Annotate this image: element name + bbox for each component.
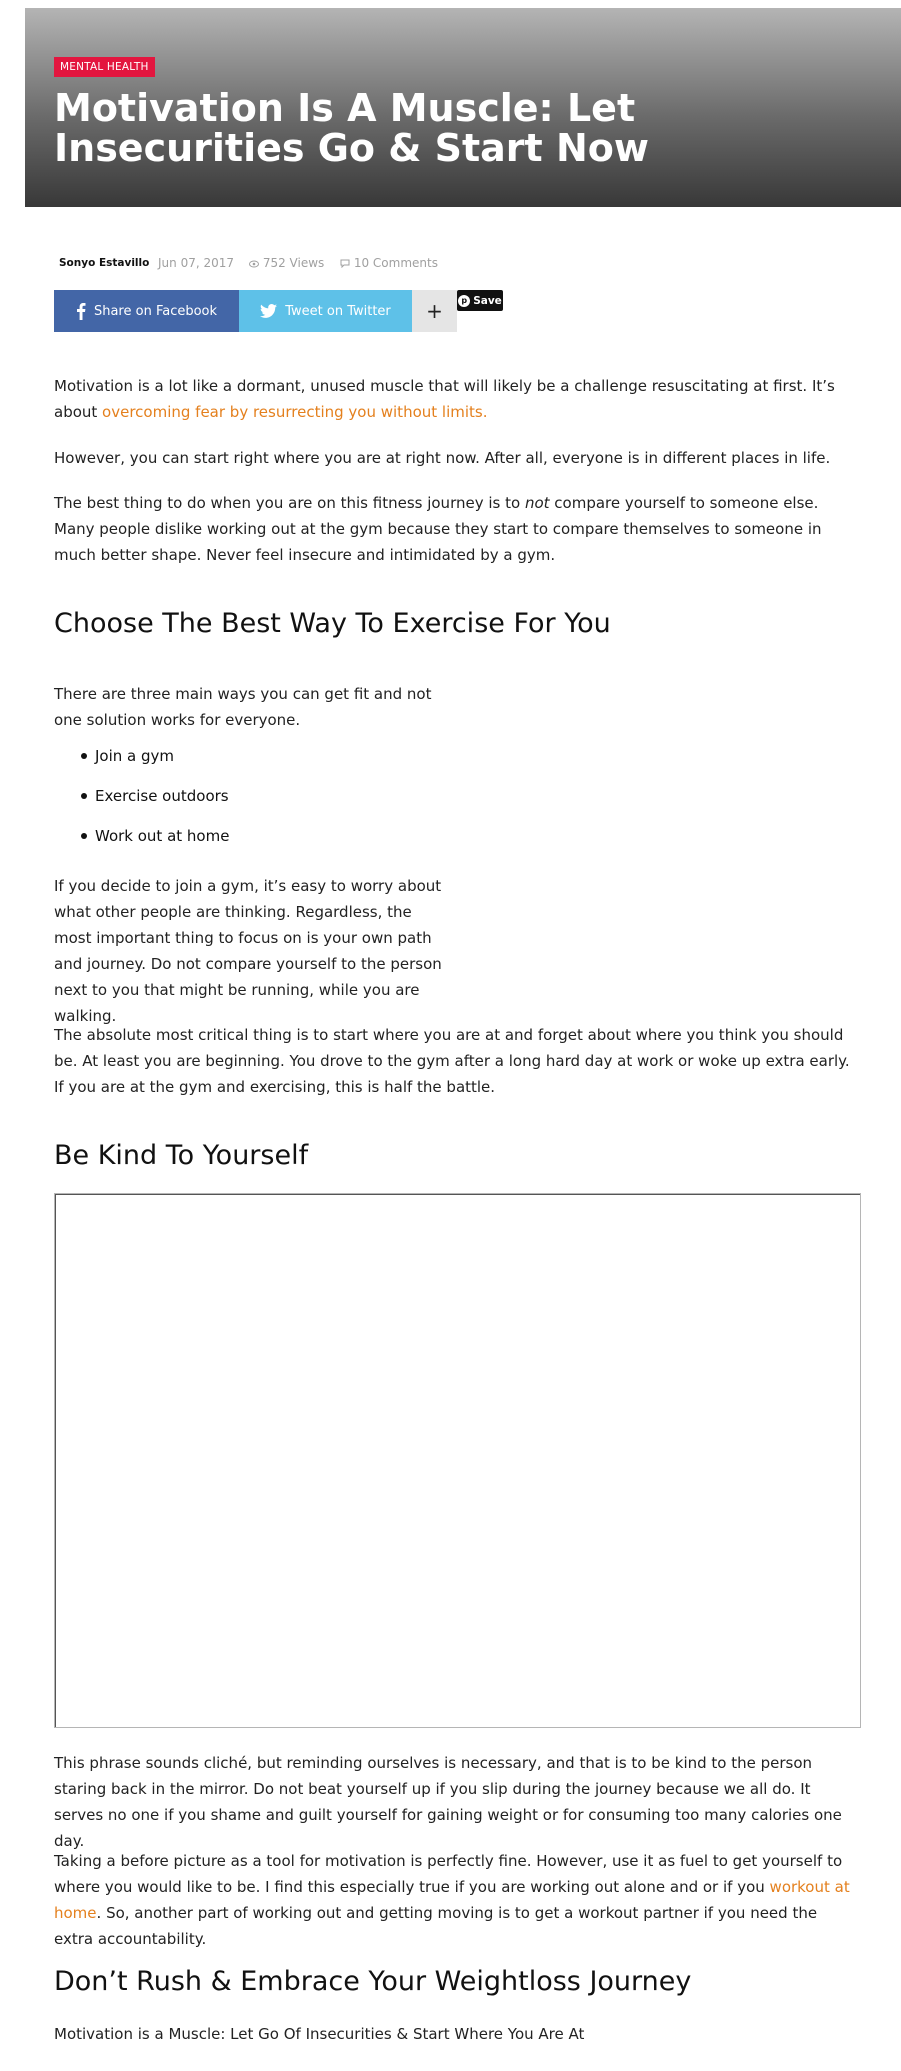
tweet-twitter-label: Tweet on Twitter — [285, 303, 391, 319]
article-paragraph: If you decide to join a gym, it’s easy to worry about what other people are thinking. Regardless, the most important thing to focus on is your own path and journey. Do not compare yourself to the person next to you that might be running, while you are walking. — [54, 877, 442, 1025]
plus-icon: + — [426, 299, 443, 323]
article-paragraph: However, you can start right where you are at right now. After all, everyone is in different places in life. — [54, 449, 831, 467]
post-date: Jun 07, 2017 — [158, 256, 235, 270]
list-item: Join a gym — [54, 746, 229, 786]
comment-icon — [340, 259, 350, 268]
author-link[interactable]: Sonyo Estavillo — [59, 257, 150, 269]
list-item: Work out at home — [54, 826, 229, 866]
article-paragraph: Motivation is a Muscle: Let Go Of Insecurities & Start Where You Are At — [54, 2025, 585, 2043]
comments-label: 10 Comments — [353, 256, 438, 270]
emphasis-text: not — [524, 494, 550, 512]
pinterest-icon: p — [458, 295, 470, 307]
inline-link-workout-at-home[interactable]: workout at home — [54, 1878, 850, 1922]
article-title: Motivation Is A Muscle: Let Insecurities Go & Start Now — [54, 86, 649, 170]
tweet-twitter-button[interactable] — [239, 290, 412, 332]
paragraph-text: The best thing to do when you are on this fitness journey is to — [54, 494, 525, 512]
inline-link-overcoming-fear[interactable]: overcoming fear by resurrecting you without limits. — [102, 403, 488, 421]
section-heading: Choose The Best Way To Exercise For You — [54, 608, 611, 639]
section-heading: Be Kind To Yourself — [54, 1140, 309, 1171]
article-paragraph: The absolute most critical thing is to start where you are at and forget about where you think you should be. At least you are beginning. You drove to the gym after a long hard day at work or woke up extra early. If you are at the gym and exercising, this is half the battle. — [54, 1026, 850, 1096]
article-paragraph: There are three main ways you can get fit and not one solution works for everyone. — [54, 685, 432, 729]
list-item: Exercise outdoors — [54, 786, 229, 826]
views-label: 752 Views — [262, 256, 325, 270]
category-badge[interactable]: MENTAL HEALTH — [54, 57, 155, 77]
share-facebook-label: Share on Facebook — [93, 303, 218, 319]
more-share-button[interactable] — [412, 290, 457, 332]
paragraph-text: . So, another part of working out and getting moving is to get a workout partner if you need the extra accountability. — [54, 1904, 818, 1948]
article-paragraph — [54, 373, 859, 425]
pinterest-save-button[interactable] — [457, 290, 503, 311]
paragraph-text: Taking a before picture as a tool for motivation is perfectly fine. However, use it as fuel to get yourself to where you would like to be. I find this especially true if you are working out alone and or if you — [54, 1852, 843, 1896]
paragraph-text: Motivation is a lot like a dormant, unused muscle that will likely be a challenge resuscitating at first. It’s about — [54, 377, 835, 421]
twitter-icon — [260, 304, 277, 318]
article-paragraph: This phrase sounds cliché, but reminding ourselves is necessary, and that is to be kind to the person staring back in the mirror. Do not beat yourself up if you slip during the journey because we all do. It serves no one if you shame and guilt yourself for gaining weight or for consuming too many calories one day. — [54, 1754, 842, 1850]
share-facebook-button[interactable] — [54, 290, 239, 332]
article-paragraph — [54, 490, 859, 568]
view-count — [249, 256, 324, 270]
comment-count[interactable] — [340, 256, 438, 270]
hero-banner — [25, 8, 901, 207]
exercise-options-list — [54, 746, 229, 866]
paragraph-text: compare yourself to someone else. Many people dislike working out at the gym because they start to compare themselves to someone in much better shape. Never feel insecure and intimidated by a gym. — [54, 494, 822, 564]
article-paragraph — [54, 1848, 859, 1952]
facebook-icon — [76, 302, 86, 320]
eye-icon — [249, 260, 259, 268]
article-image-placeholder — [54, 1193, 861, 1728]
section-heading: Don’t Rush & Embrace Your Weightloss Journey — [54, 1966, 692, 1997]
pinterest-save-label: Save — [473, 294, 502, 307]
